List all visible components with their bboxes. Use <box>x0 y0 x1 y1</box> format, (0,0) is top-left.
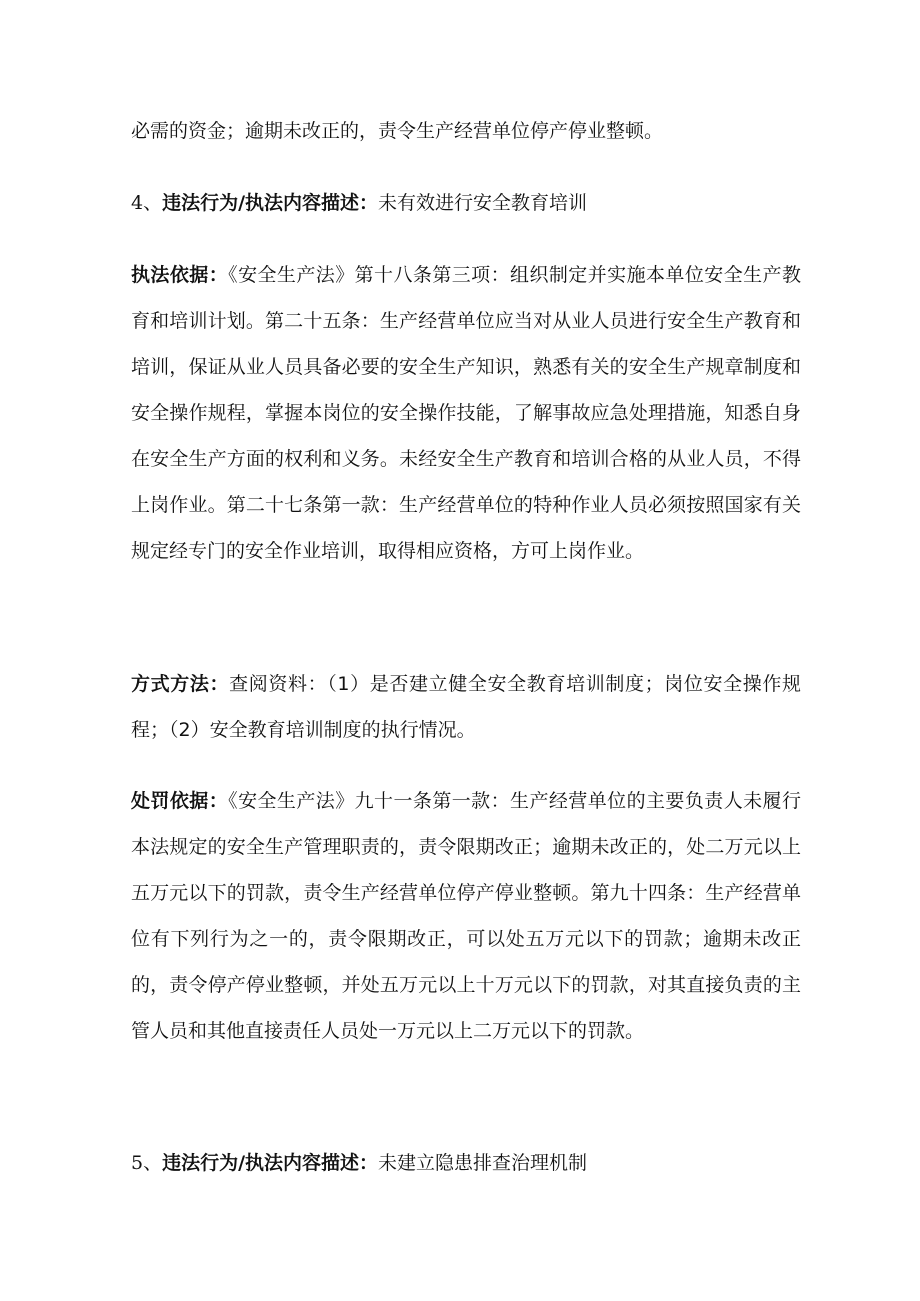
penalty-basis-text: 《安全生产法》九十一条第一款：生产经营单位的主要负责人未履行本法规定的安全生产管理职责的，责令限期改正；逾期未改正的，处二万元以上五万元以下的罚款，责令生产经营单位停产停业整顿。第九十四条：生产经营单位有下列行为之一的，责令限期改正，可以处五万元以下的罚款；逾期未改正的，责令停产停业整顿，并处五万元以上十万元以下的罚款，对其直接负责的主管人员和其他直接责任人员处一万元以上二万元以下的罚款。 <box>131 790 801 1042</box>
penalty-basis-label: 处罚依据： <box>131 790 229 812</box>
paragraph-continuation <box>131 108 801 154</box>
section-heading-5 <box>131 1140 801 1186</box>
section-title: 未有效进行安全教育培训 <box>378 192 588 214</box>
method-text: 查阅资料：（1）是否建立健全安全教育培训制度；岗位安全操作规程；（2）安全教育培训制度的执行情况。 <box>131 673 801 741</box>
section-number: 5、 <box>131 1152 163 1174</box>
method-paragraph <box>131 661 801 753</box>
section-label: 违法行为/执法内容描述： <box>162 1152 379 1174</box>
enforcement-basis-text: 《安全生产法》第十八条第三项：组织制定并实施本单位安全生产教育和培训计划。第二十五条：生产经营单位应当对从业人员进行安全生产教育和培训，保证从业人员具备必要的安全生产知识，熟悉有关的安全生产规章制度和安全操作规程，掌握本岗位的安全操作技能，了解事故应急处理措施，知悉自身在安全生产方面的权利和义务。未经安全生产教育和培训合格的从业人员，不得上岗作业。第二十七条第一款：生产经营单位的特种作业人员必须按照国家有关规定经专门的安全作业培训，取得相应资格，方可上岗作业。 <box>131 264 801 562</box>
penalty-basis-paragraph <box>131 778 801 1054</box>
enforcement-basis-label: 执法依据： <box>131 264 229 286</box>
section-label: 违法行为/执法内容描述： <box>162 192 379 214</box>
section-number: 4、 <box>131 192 163 214</box>
enforcement-basis-paragraph <box>131 252 801 574</box>
paragraph-text: 必需的资金；逾期未改正的，责令生产经营单位停产停业整顿。 <box>131 120 664 142</box>
section-heading-4 <box>131 180 801 226</box>
section-title: 未建立隐患排查治理机制 <box>378 1152 588 1174</box>
method-label: 方式方法： <box>131 673 230 695</box>
